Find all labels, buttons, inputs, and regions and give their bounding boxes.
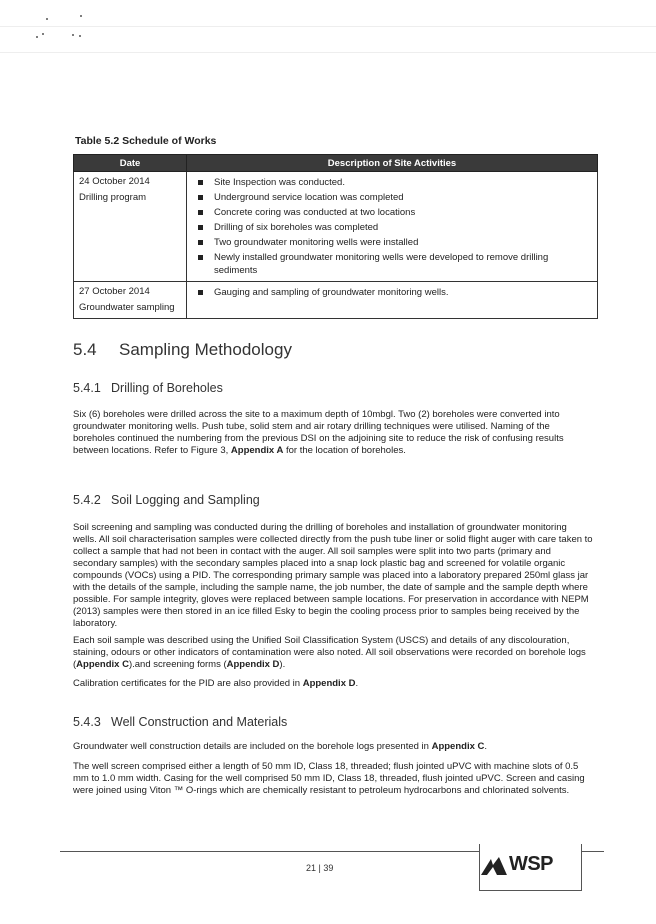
scan-speck xyxy=(42,33,44,35)
footer-rule xyxy=(582,851,604,852)
row-date: 27 October 2014 xyxy=(79,286,150,297)
subsection-title: Drilling of Boreholes xyxy=(111,381,223,395)
list-item: Newly installed groundwater monitoring wells were developed to remove drilling sediments xyxy=(192,251,593,277)
text-run: for the location of boreholes. xyxy=(283,445,406,456)
section-title: Sampling Methodology xyxy=(119,340,292,359)
subsection-heading xyxy=(73,381,223,395)
paragraph xyxy=(73,678,593,690)
text-run: . xyxy=(484,741,488,752)
page-number: 21 | 39 xyxy=(306,863,334,873)
list-item: Gauging and sampling of groundwater monitoring wells. xyxy=(192,286,593,299)
list-item: Underground service location was completed xyxy=(192,191,593,204)
appendix-reference: Appendix A xyxy=(230,445,284,456)
table-row xyxy=(74,282,598,319)
subsection-number: 5.4.3 xyxy=(73,715,101,729)
text-run: ). xyxy=(279,659,286,670)
wsp-logo xyxy=(481,852,553,876)
subsection-number: 5.4.2 xyxy=(73,493,101,507)
footer-rule xyxy=(60,851,480,852)
logo-wordmark: WSP xyxy=(508,852,553,875)
text-run: ).and screening forms ( xyxy=(128,659,227,670)
row-label: Drilling program xyxy=(79,192,147,203)
text-run: Calibration certificates for the PID are also provided in xyxy=(73,678,303,689)
activity-list xyxy=(192,176,593,277)
subsection-number: 5.4.1 xyxy=(73,381,101,395)
appendix-reference: Appendix D xyxy=(302,678,356,689)
text-run: Each soil sample was described using the Unified Soil Classification System (USCS) and details of any discolouration, staining, odours or other indicators of contamination were also noted. All soil observations were recorded on borehole logs ( xyxy=(73,635,586,670)
list-item: Site Inspection was conducted. xyxy=(192,176,593,189)
scan-line xyxy=(0,52,656,53)
activity-list xyxy=(192,286,593,299)
subsection-heading xyxy=(73,493,260,507)
scan-speck xyxy=(46,18,48,20)
appendix-reference: Appendix D xyxy=(226,659,280,670)
wsp-logo-mark-icon xyxy=(481,853,507,875)
activities-cell xyxy=(187,282,598,319)
table-header-row xyxy=(74,155,598,172)
activities-cell xyxy=(187,172,598,282)
schedule-of-works-table xyxy=(73,154,598,319)
scan-speck xyxy=(80,15,82,17)
paragraph xyxy=(73,741,593,753)
text-run: . xyxy=(355,678,359,689)
scan-speck xyxy=(72,34,74,36)
date-cell xyxy=(74,282,187,319)
scan-speck xyxy=(79,35,81,37)
paragraph: Soil screening and sampling was conducted during the drilling of boreholes and installation of groundwater monitoring wells. All soil characterisation samples were collected directly from the push tube liner or solid flight auger with care taken to collect a sample that had not been in contact with the auger. All soil samples were split into two parts (primary and secondary samples) with the secondary samples placed into a snap lock plastic bag and screened for volatile organic compounds (VOCs) using a PID. The corresponding primary sample was placed into a laboratory prepared 250ml glass jar with the details of the sample, including the sample name, the job number, the date of sample and the sample depth where possible. For sample integrity, gloves were replaced between sample locations. For preservation in accordance with NEPM (2013) samples were then stored in an ice filled Esky to begin the cooling process prior to samples being received by the laboratory. xyxy=(73,522,593,629)
paragraph: The well screen comprised either a length of 50 mm ID, Class 18, threaded; flush jointed uPVC with machine slots of 0.5 mm to 1.0 mm width. Casing for the well comprised 50 mm ID, Class 18, threaded, flush jointed uPVC. Screen and casing were joined using Viton ™ O-rings which are chemically resistant to petroleum hydrocarbons and chlorinated solvents. xyxy=(73,761,585,796)
scan-line xyxy=(0,26,656,27)
column-header-date: Date xyxy=(74,155,187,172)
list-item: Concrete coring was conducted at two locations xyxy=(192,206,593,219)
text-run: Groundwater well construction details are included on the borehole logs presented in xyxy=(73,741,432,752)
row-date: 24 October 2014 xyxy=(79,176,150,187)
table-caption: Table 5.2 Schedule of Works xyxy=(75,135,217,147)
column-header-description: Description of Site Activities xyxy=(187,155,598,172)
subsection-title: Well Construction and Materials xyxy=(111,715,288,729)
list-item: Drilling of six boreholes was completed xyxy=(192,221,593,234)
appendix-reference: Appendix C xyxy=(431,741,485,752)
section-heading xyxy=(73,340,292,360)
paragraph xyxy=(73,409,593,457)
list-item: Two groundwater monitoring wells were installed xyxy=(192,236,593,249)
appendix-reference: Appendix C xyxy=(76,659,129,670)
table-row xyxy=(74,172,598,282)
scan-speck xyxy=(36,36,38,38)
text-run: Six (6) boreholes were drilled across the site to a maximum depth of 10mbgl. Two (2) boreholes were converted into groundwater monitoring wells. Push tube, solid stem and air rotary drilling techniques were utilised. Naming of the boreholes continued the numbering from the previous DSI on the adjoining site to reduce the risk of confusing results between locations. Refer to Figure 3, xyxy=(73,409,564,456)
section-number: 5.4 xyxy=(73,340,97,359)
subsection-heading xyxy=(73,715,287,729)
subsection-title: Soil Logging and Sampling xyxy=(111,493,260,507)
paragraph xyxy=(73,635,593,671)
row-label: Groundwater sampling xyxy=(79,302,175,313)
date-cell xyxy=(74,172,187,282)
